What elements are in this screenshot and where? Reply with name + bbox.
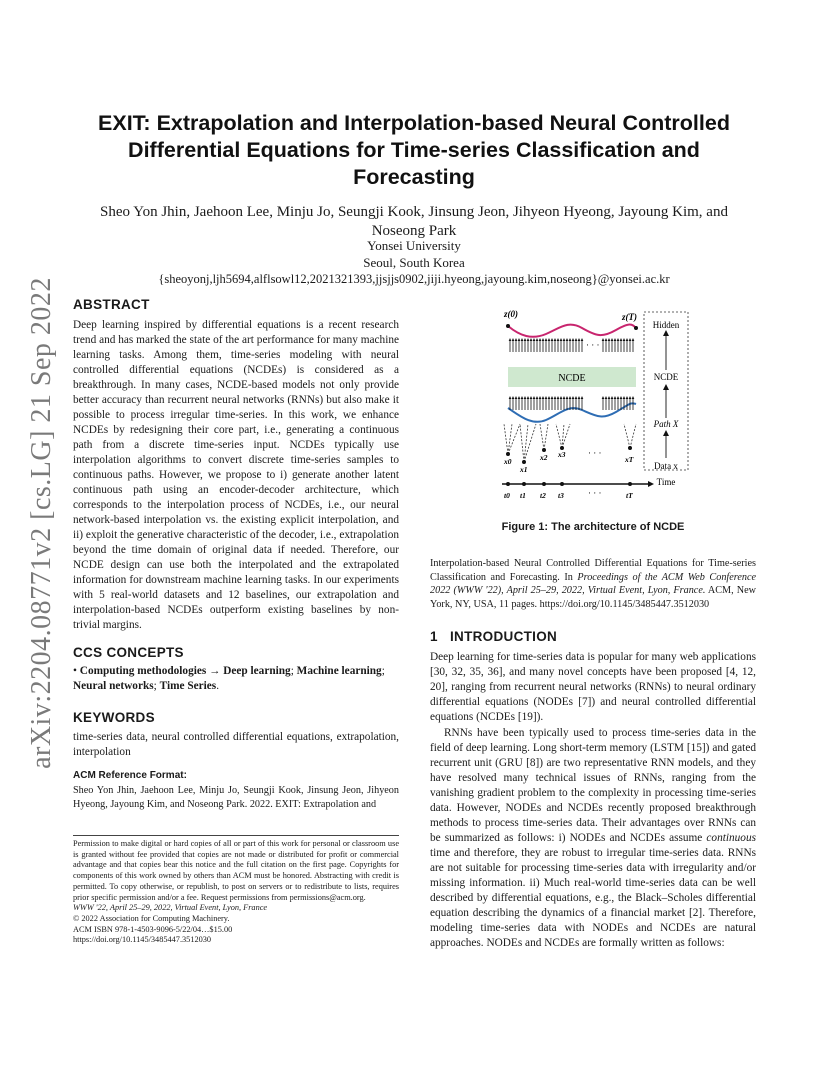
comb-arrow-head <box>509 396 512 399</box>
comb-arrow-head <box>530 396 533 399</box>
comb-arrow-head <box>626 338 629 341</box>
comb-arrow-head <box>575 396 578 399</box>
hidden-arrows <box>509 338 635 352</box>
t2-label: t2 <box>540 491 546 500</box>
ncde-box-label: NCDE <box>558 373 586 384</box>
hidden-curve <box>508 325 636 337</box>
comb-arrow-head <box>557 338 560 341</box>
acm-ref-cont-text: Interpolation-based Neural Controlled Differential Equations for Time-series Classification and Forecasting. In <box>430 558 756 583</box>
comb-arrow-head <box>569 396 572 399</box>
comb-arrow-head <box>545 396 548 399</box>
intro-number: 1 <box>430 629 438 644</box>
comb-arrow-head <box>536 338 539 341</box>
author-list: Sheo Yon Jhin, Jaehoon Lee, Minju Jo, Seungji Kook, Jinsung Jeon, Jihyeon Hyeong, Jayoung Kim, and Noseong Park <box>100 204 728 239</box>
hidden-start-point <box>506 324 510 328</box>
comb-arrow-head <box>620 396 623 399</box>
comb-arrow-head <box>572 338 575 341</box>
comb-arrow-head <box>611 338 614 341</box>
t3-label: t3 <box>558 491 564 500</box>
comb-arrow-head <box>530 338 533 341</box>
x3-label: x3 <box>558 450 566 459</box>
x2-label: x2 <box>540 453 548 462</box>
comb-arrow-head <box>548 338 551 341</box>
comb-arrow-head <box>554 338 557 341</box>
ccs-arrow: → <box>209 665 221 677</box>
comb-arrow-head <box>569 338 572 341</box>
comb-arrow-head <box>518 396 521 399</box>
ccs-bullet: • <box>73 665 77 677</box>
hidden-end-point <box>634 326 638 330</box>
comb-arrow-head <box>578 396 581 399</box>
comb-arrow-head <box>509 338 512 341</box>
ccs-concepts <box>73 664 399 694</box>
comb-arrow-head <box>563 338 566 341</box>
comb-arrow-head <box>533 338 536 341</box>
intro-p2-text: RNNs have been typically used to process time-series data in the field of deep learning. Long short-term memory (LSTM [15]) and gated recurrent unit (GRU [8]) are two representative RNN models, and they have resolved many technical issues of RNNs, ranging from the vanishing gradient problem to the complexity in processing time-series data. However, NODEs and NCDEs recently proposed breakthrough methods to process time-series data. Their advantages over RNNs can be summarized as follows: i) NODEs and NCDEs assume <box>430 727 756 844</box>
time-labels <box>504 491 633 500</box>
ncde-architecture-figure <box>498 306 698 506</box>
acm-ref-continued <box>430 557 756 611</box>
comb-arrow-head <box>563 396 566 399</box>
comb-arrow-head <box>605 338 608 341</box>
legend-data: Data x <box>654 461 678 471</box>
affiliation-block <box>80 238 748 271</box>
comb-arrow-head <box>575 338 578 341</box>
comb-arrow-head <box>605 396 608 399</box>
affiliation: Yonsei University <box>367 238 461 253</box>
comb-arrow-head <box>566 338 569 341</box>
t1-label: t1 <box>520 491 526 500</box>
comb-arrow-head <box>542 338 545 341</box>
comb-arrow-head <box>602 396 605 399</box>
comb-arrow-head <box>545 338 548 341</box>
comb-arrow-head <box>542 396 545 399</box>
doi-line: https://doi.org/10.1145/3485447.3512030 <box>73 935 212 945</box>
comb-arrow-head <box>512 396 515 399</box>
keywords-text: time-series data, neural controlled differential equations, extrapolation, interpolation <box>73 731 399 758</box>
comb-arrow-head <box>629 338 632 341</box>
comb-arrow-head <box>602 338 605 341</box>
ellipsis-bottom: · · · <box>588 488 602 498</box>
isbn-line: ACM ISBN 978-1-4503-9096-5/22/04…$15.00 <box>73 924 233 934</box>
intro-paragraph-2 <box>430 726 756 951</box>
intro-p2-text-cont: time and therefore, they are robust to irregular time-series data. RNNs are not suitable for processing time-series data with irregularity and/or missing information. ii) Much real-world time-series data can be well described by differential equations, e.g., the Black–Scholes differential equation describing the dynamics of a financial market [2]. Therefore, modeling time-series data with NODEs and NCDEs are natural approaches. NODEs and NCDEs are formally written as follows: <box>430 847 756 949</box>
acm-ref-heading: ACM Reference Format: <box>73 770 187 781</box>
comb-arrow-head <box>536 396 539 399</box>
comb-arrow-head <box>518 338 521 341</box>
interpolation-links <box>504 424 636 462</box>
comb-arrow-head <box>620 338 623 341</box>
legend-hidden: Hidden <box>652 320 680 330</box>
comb-arrow-head <box>515 338 518 341</box>
comb-arrow-head <box>539 396 542 399</box>
ellipsis-middle: · · · <box>588 448 602 458</box>
comb-arrow-head <box>608 396 611 399</box>
ccs-item-time-series: Time Series <box>159 680 217 692</box>
intro-heading <box>430 629 756 644</box>
xT-label: xT <box>625 455 634 464</box>
comb-arrow-head <box>527 396 530 399</box>
ellipsis-top: · · · <box>586 340 600 350</box>
location: Seoul, South Korea <box>363 254 465 270</box>
acm-ref-cont-tail: ACM, New York, NY, USA, 11 pages. https://doi.org/10.1145/3485447.3512030 <box>430 585 756 610</box>
comb-arrow-head <box>560 396 563 399</box>
comb-arrow-head <box>611 396 614 399</box>
comb-arrow-head <box>578 338 581 341</box>
ccs-separator: ; <box>153 680 157 692</box>
paper-title: EXIT: Extrapolation and Interpolation-based Neural Controlled Differential Equations for Time-series Classification and Forecasting <box>98 111 730 189</box>
ccs-item-machine-learning: Machine learning <box>296 665 382 677</box>
zT-label: z(T) <box>622 312 637 322</box>
comb-arrow-head <box>521 338 524 341</box>
x0-label: x0 <box>504 457 512 466</box>
comb-arrow-head <box>623 338 626 341</box>
conference-line: WWW '22, April 25–29, 2022, Virtual Event, Lyon, France <box>73 903 268 913</box>
abstract-text: Deep learning inspired by differential equations is a recent research trend and has marked the state of the art performance for many machine learning tasks. Among them, time-series modeling with neural controlled differential equations (NCDEs) is considered as a breakthrough. In many cases, NCDE-based models not only provide better accuracy than recurrent neural networks (RNNs) but also make it possible to process irregular time-series. In this work, we enhance NCDEs by redesigning their core part, i.e., generating a continuous path from a discrete time-series input. NCDEs typically use interpolation algorithms to convert discrete time-series samples to continuous paths. However, we propose to i) generate another latent continuous path using an encoder-decoder architecture, which corresponds to the interpolation process of NCDEs, i.e., our neural network-based interpolation vs. the existing explicit interpolation, and ii) exploit the generative characteristic of the decoder, i.e., extrapolation beyond the time domain of original data if needed. Therefore, our NCDE design can use both the interpolated and the extrapolated information for downstream machine learning tasks. In our experiments with 5 real-world datasets and 12 baselines, our extrapolation and interpolation-based NCDEs outperform existing baselines by non-trivial margins. <box>73 319 399 631</box>
comb-arrow-head <box>560 338 563 341</box>
acm-ref-venue: Proceedings of the ACM Web Conference 2022 (WWW '22), April 25–29, 2022, Virtual Event, Lyon, France. <box>430 571 757 596</box>
permission-notice <box>73 839 399 946</box>
footnote-rule <box>73 835 399 836</box>
comb-arrow-head <box>581 396 584 399</box>
comb-arrow-head <box>521 396 524 399</box>
intro-title: INTRODUCTION <box>449 629 558 644</box>
comb-arrow-head <box>572 396 575 399</box>
comb-arrow-head <box>548 396 551 399</box>
z0-label: z(0) <box>504 309 518 319</box>
comb-arrow-head <box>632 338 635 341</box>
comb-arrow-head <box>527 338 530 341</box>
comb-arrow-head <box>512 338 515 341</box>
comb-arrow-head <box>524 396 527 399</box>
legend-path: Path X <box>653 419 679 429</box>
ccs-end: . <box>216 680 220 692</box>
comb-arrow-head <box>533 396 536 399</box>
comb-arrow-head <box>551 396 554 399</box>
arxiv-identifier: arXiv:2204.08771v2 [cs.LG] 21 Sep 2022 <box>26 277 57 769</box>
tT-label: tT <box>626 491 633 500</box>
ccs-heading: CCS CONCEPTS <box>73 645 184 660</box>
ccs-item-deep-learning: Deep learning <box>223 665 291 677</box>
keywords-heading: KEYWORDS <box>73 710 155 725</box>
comb-arrow-head <box>581 338 584 341</box>
comb-arrow-head <box>623 396 626 399</box>
comb-arrow-head <box>566 396 569 399</box>
ccs-item-neural-networks: Neural networks <box>73 680 154 692</box>
legend-ncde: NCDE <box>653 372 679 382</box>
comb-arrow-head <box>617 396 620 399</box>
comb-arrow-head <box>626 396 629 399</box>
comb-arrow-head <box>554 396 557 399</box>
abstract-heading: ABSTRACT <box>73 297 150 312</box>
x1-label: x1 <box>520 465 528 474</box>
figure-caption: Figure 1: The architecture of NCDE <box>501 521 685 533</box>
comb-arrow-head <box>515 396 518 399</box>
comb-arrow-head <box>524 338 527 341</box>
comb-arrow-head <box>551 338 554 341</box>
comb-arrow-head <box>614 338 617 341</box>
comb-arrow-head <box>539 338 542 341</box>
t0-label: t0 <box>504 491 510 500</box>
ccs-item-computing: Computing methodologies <box>79 665 207 677</box>
time-axis-arrowhead <box>648 481 654 487</box>
ccs-separator: ; <box>290 665 294 677</box>
comb-arrow-head <box>608 338 611 341</box>
intro-p2-emphasis: continuous <box>706 832 756 844</box>
permission-text: Permission to make digital or hard copies of all or part of this work for personal or classroom use is granted without fee provided that copies are not made or distributed for profit or commercial advantage and that copies bear this notice and the full citation on the first page. Copyrights for components of this work owned by others than ACM must be honored. Abstracting with credit is permitted. To copy otherwise, or republish, to post on servers or to redistribute to lists, requires prior specific permission and/or a fee. Request permissions from permissions@acm.org. <box>73 839 399 902</box>
comb-arrow-head <box>632 396 635 399</box>
legend-time: Time <box>656 477 676 487</box>
comb-arrow-head <box>629 396 632 399</box>
comb-arrow-head <box>614 396 617 399</box>
ccs-separator: ; <box>381 665 385 677</box>
author-emails: {sheoyonj,ljh5694,alflsowl12,2021321393,jjsjjs0902,jiji.hyeong,jayoung.kim,noseong}@yonsei.ac.kr <box>158 272 670 286</box>
intro-paragraph-1: Deep learning for time-series data is popular for many web applications [30, 32, 35, 36], and many novel concepts have been proposed [4, 12, 20], ranging from recurrent neural networks (RNNs) to neural ordinary differential equations (NODEs [7]) and neural controlled differential equations (NCDEs [19]). <box>430 651 756 723</box>
comb-arrow-head <box>617 338 620 341</box>
comb-arrow-head <box>557 396 560 399</box>
acm-ref-text: Sheo Yon Jhin, Jaehoon Lee, Minju Jo, Seungji Kook, Jinsung Jeon, Jihyeon Hyeong, Jayoung Kim, and Noseong Park. 2022. EXIT: Extrapolation and <box>73 785 399 810</box>
path-curve <box>508 403 636 422</box>
copyright-line: © 2022 Association for Computing Machinery. <box>73 913 230 923</box>
